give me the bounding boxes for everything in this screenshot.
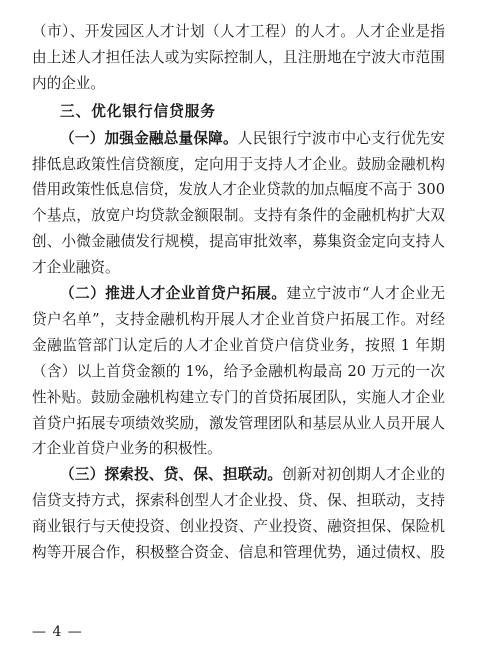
text-line: 才企业融资。: [32, 259, 120, 276]
section-heading: 三、优化银行信贷服务: [60, 103, 216, 120]
text-line: 商业银行与天使投资、创业投资、产业投资、融资担保、保险机: [32, 518, 445, 535]
paragraph-first-line: [60, 284, 445, 304]
paragraph-text: 创新对初创期人才企业的: [282, 466, 445, 483]
text-line: 借用政策性低息信贷，发放人才企业贷款的加点幅度不高于 300: [32, 181, 445, 198]
paragraph-text: 人民银行宁波市中心支行优先安: [237, 130, 445, 147]
paragraph-first-line: [60, 465, 445, 485]
text-line: 由上述人才担任法人或为实际控制人，且注册地在宁波大市范围: [32, 49, 445, 66]
text-line: 才企业首贷户业务的积极性。: [32, 440, 222, 457]
text-line: 贷户名单”，支持金融机构开展人才企业首贷户拓展工作。对经: [32, 311, 445, 328]
text-line: （含）以上首贷金额的 1%，给予金融机构最高 20 万元的一次: [32, 363, 445, 380]
text-line: 排低息政策性信贷额度，定向用于支持人才企业。鼓励金融机构: [32, 156, 445, 173]
paragraph-lead: （一）加强金融总量保障。: [60, 130, 238, 147]
text-line: 个基点，放宽户均贷款金额限制。支持有条件的金融机构扩大双: [32, 207, 445, 224]
paragraph-lead: （二）推进人才企业首贷户拓展。: [60, 285, 287, 302]
text-line: 首贷户拓展专项绩效奖励，激发管理团队和基层从业人员开展人: [32, 415, 445, 432]
text-line: 性补贴。鼓励金融机构建立专门的首贷拓展团队，实施人才企业: [32, 389, 445, 406]
text-line: 构等开展合作，积极整合资金、信息和管理优势，通过债权、股: [32, 544, 445, 561]
paragraph-first-line: [60, 129, 445, 149]
page-number: — 4 —: [32, 624, 83, 640]
text-line: 金融监管部门认定后的人才企业首贷户信贷业务，按照 1 年期: [32, 337, 445, 354]
text-line: 创、小微金融债发行规模，提高审批效率，募集资金定向支持人: [32, 233, 445, 250]
paragraph-lead: （三）探索投、贷、保、担联动。: [60, 466, 283, 483]
paragraph-text: 建立宁波市“人才企业无: [286, 285, 445, 302]
text-line: 信贷支持方式，探索科创型人才企业投、贷、保、担联动，支持: [32, 492, 445, 509]
text-line: （市）、开发园区人才计划（人才工程）的人才。人才企业是指: [32, 23, 445, 40]
text-line: 内的企业。: [32, 75, 105, 92]
